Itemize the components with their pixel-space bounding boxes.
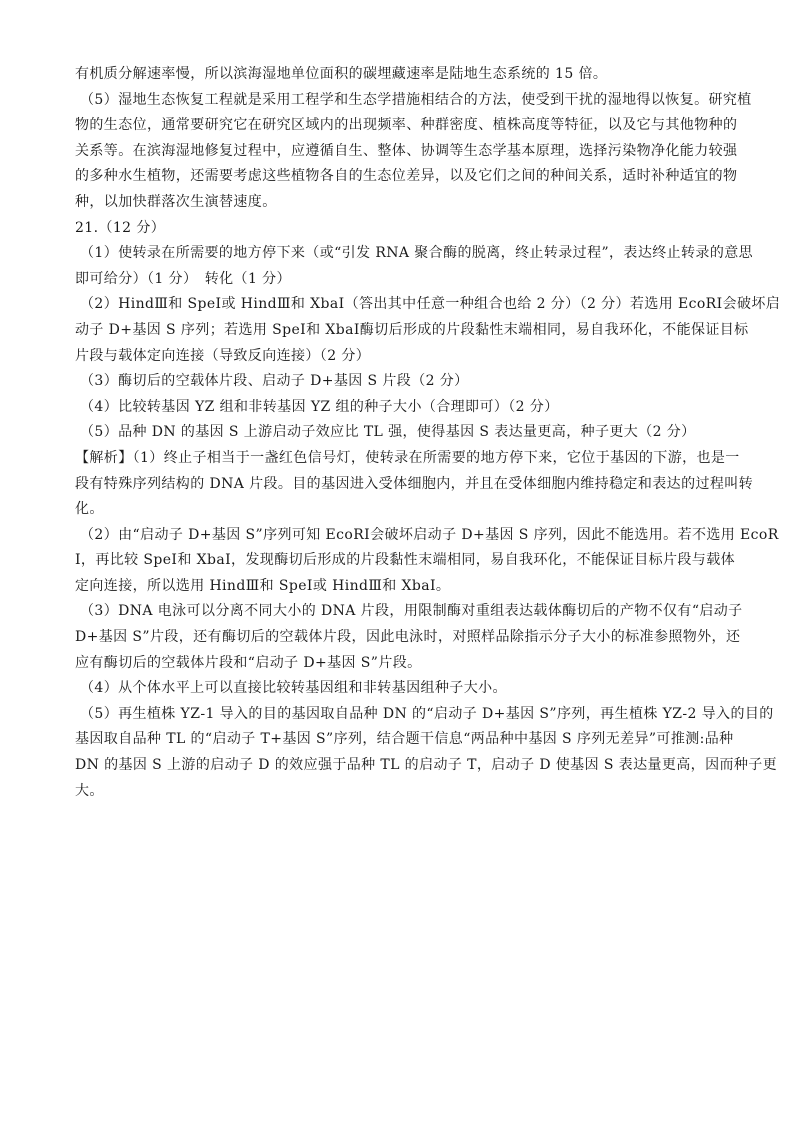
text-line: 的多种水生植物，还需要考虑这些植物各自的生态位差异，以及它们之间的种间关系，适时补种适宜的物 xyxy=(75,168,738,185)
text-line: 基因取自品种 TL 的“启动子 T+基因 S”序列，结合题干信息“两品种中基因 S 序列无差异”可推测:品种 xyxy=(75,731,734,748)
text-line: （2）由“启动子 D+基因 S”序列可知 EcoRⅠ会破坏启动子 D+基因 S 序列，因此不能选用。若不选用 EcoR xyxy=(80,526,779,543)
text-line: 关系等。在滨海湿地修复过程中，应遵循自生、整体、协调等生态学基本原理，选择污染物净化能力较强 xyxy=(75,142,738,159)
text-line: （5）品种 DN 的基因 S 上游启动子效应比 TL 强，使得基因 S 表达量更高，种子更大（2 分） xyxy=(80,424,696,441)
text-line: （4）从个体水平上可以直接比较转基因组和非转基因组种子大小。 xyxy=(80,680,507,697)
text-line: 即可给分）（1 分） 转化（1 分） xyxy=(75,270,291,287)
text-line: DN 的基因 S 上游的启动子 D 的效应强于品种 TL 的启动子 T，启动子 D 使基因 S 表达量更高，因而种子更 xyxy=(75,757,778,774)
question-number: 21.（12 分） xyxy=(75,219,166,236)
text-line: 化。 xyxy=(75,501,104,518)
text-line: 片段与载体定向连接（导致反向连接）（2 分） xyxy=(75,347,371,364)
analysis-line: 【解析】（1）终止子相当于一盏红色信号灯，使转录在所需要的地方停下来，它位于基因的下游，也是一 xyxy=(75,449,740,466)
text-line: （2）HindⅢ和 SpeⅠ或 HindⅢ和 XbaⅠ（答出其中任意一种组合也给 2 分）（2 分）若选用 EcoRⅠ会破坏启 xyxy=(80,296,781,313)
text-line: 物的生态位，通常要研究它在研究区域内的出现频率、种群密度、植株高度等特征，以及它与其他物种的 xyxy=(75,117,738,134)
text-line: 定向连接，所以选用 HindⅢ和 SpeⅠ或 HindⅢ和 XbaⅠ。 xyxy=(75,577,451,594)
text-line: （1）使转录在所需要的地方停下来（或“引发 RNA 聚合酶的脱离，终止转录过程”，表达终止转录的意思 xyxy=(80,245,754,262)
text-line: （3）DNA 电泳可以分离不同大小的 DNA 片段，用限制酶对重组表达载体酶切后的产物不仅有“启动子 xyxy=(80,603,743,620)
text-line: （3）酶切后的空载体片段、启动子 D+基因 S 片段（2 分） xyxy=(80,373,469,390)
text-line: 应有酶切后的空载体片段和“启动子 D+基因 S”片段。 xyxy=(75,654,422,671)
text-line: 有机质分解速率慢，所以滨海湿地单位面积的碳埋藏速率是陆地生态系统的 15 倍。 xyxy=(75,66,608,82)
text-line: 段有特殊序列结构的 DNA 片段。目的基因进入受体细胞内，并且在受体细胞内维持稳定和表达的过程叫转 xyxy=(75,475,754,492)
text-line: 动子 D+基因 S 序列；若选用 SpeⅠ和 XbaⅠ酶切后形成的片段黏性末端相同，易自我环化，不能保证目标 xyxy=(75,321,749,338)
text-line: Ⅰ，再比较 SpeⅠ和 XbaⅠ，发现酶切后形成的片段黏性末端相同，易自我环化，不能保证目标片段与载体 xyxy=(75,552,736,569)
text-line: （5）湿地生态恢复工程就是采用工程学和生态学措施相结合的方法，使受到干扰的湿地得以恢复。研究植 xyxy=(80,91,752,108)
text-line: （5）再生植株 YZ-1 导入的目的基因取自品种 DN 的“启动子 D+基因 S”序列，再生植株 YZ-2 导入的目的 xyxy=(80,705,774,722)
document-body xyxy=(75,62,781,804)
text-line: 种，以加快群落次生演替速度。 xyxy=(75,193,277,210)
text-line: D+基因 S”片段，还有酶切后的空载体片段，因此电泳时，对照样品除指示分子大小的标准参照物外，还 xyxy=(75,629,741,646)
text-line: 大。 xyxy=(75,782,104,799)
text-line: （4）比较转基因 YZ 组和非转基因 YZ 组的种子大小（合理即可）（2 分） xyxy=(80,398,559,415)
